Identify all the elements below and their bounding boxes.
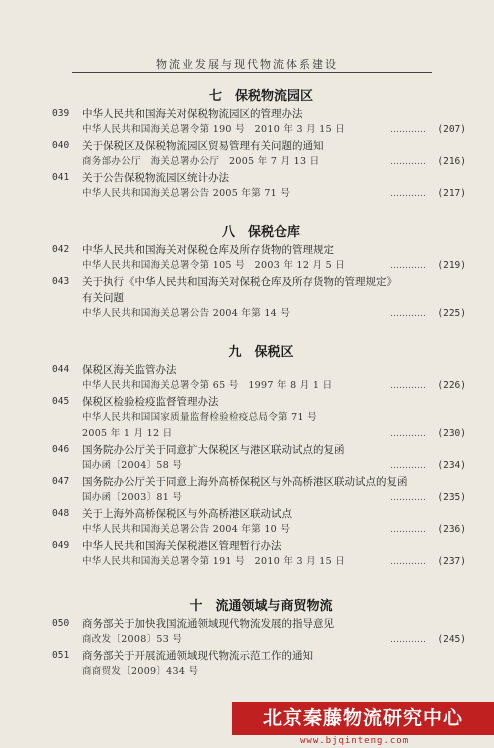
entry-title-line (52, 362, 462, 378)
entry-number: 049 (52, 540, 70, 551)
entry-number: 048 (52, 508, 70, 519)
entry-source: 商改发〔2008〕53 号 (82, 634, 183, 645)
entry-source-line (60, 122, 466, 138)
entry-source: 国办函〔2003〕81 号 (82, 492, 183, 503)
entry-title: 中华人民共和国海关对保税物流园区的管理办法 (82, 108, 303, 120)
entry-title: 关于执行《中华人民共和国海关对保税仓库及所存货物的管理规定》 (82, 276, 397, 288)
toc-entry (52, 538, 466, 570)
section-title: 十 流通领域与商贸物流 (189, 599, 333, 614)
page-number: (216) (437, 156, 466, 167)
section-title: 七 保税物流园区 (208, 89, 313, 104)
leader-dots: ………… (390, 309, 426, 319)
entry-number: 040 (52, 140, 70, 151)
entry-number: 043 (52, 276, 70, 287)
entry-title-line (52, 474, 462, 490)
entry-title: 国务院办公厅关于同意扩大保税区与港区联动试点的复函 (82, 444, 345, 456)
toc-entry (52, 506, 466, 538)
toc-entry (52, 242, 466, 274)
page-number: (226) (437, 380, 466, 391)
entry-title-line (52, 274, 462, 290)
page-number: (237) (437, 556, 466, 567)
page-number: (230) (437, 428, 466, 439)
entry-source: 中华人民共和国国家质量监督检验检疫总局令第 71 号 (82, 412, 317, 423)
entry-title: 商务部关于开展流通领域现代物流示范工作的通知 (82, 650, 313, 662)
leader-dots: ………… (390, 557, 426, 567)
leader-dots: ………… (390, 261, 426, 271)
leader-dots: ………… (390, 429, 426, 439)
toc-entry (52, 170, 466, 202)
entry-source-line (60, 490, 466, 506)
entry-title-line (52, 394, 462, 410)
entry-title-line (52, 106, 462, 122)
toc-entry (52, 394, 466, 442)
entry-title: 保税区海关监管办法 (82, 364, 177, 376)
entry-title: 关于公告保税物流园区统计办法 (82, 172, 229, 184)
entry-source-line (60, 632, 466, 648)
toc-entry (52, 106, 466, 138)
page-number: (225) (437, 308, 466, 319)
entry-number: 045 (52, 396, 70, 407)
entry-source-line (60, 186, 466, 202)
entry-source: 中华人民共和国海关总署公告 2004 年第 14 号 (82, 308, 291, 319)
leader-dots: ………… (390, 381, 426, 391)
entry-title-line (52, 616, 462, 632)
entry-source: 中华人民共和国海关总署令第 105 号 2003 年 12 月 5 日 (82, 260, 346, 271)
entry-source-line (60, 378, 466, 394)
entry-number: 041 (52, 172, 70, 183)
entry-source-line (60, 426, 466, 442)
watermark-url: www.bjqinteng.com (300, 736, 410, 746)
entry-number: 044 (52, 364, 70, 375)
entry-number: 051 (52, 650, 70, 661)
entry-title: 有关问题 (82, 292, 124, 304)
toc-entry (52, 274, 466, 322)
entry-source-line (60, 664, 462, 680)
entry-number: 046 (52, 444, 70, 455)
leader-dots: ………… (390, 525, 426, 535)
page-number: (219) (437, 260, 466, 271)
entry-source: 中华人民共和国海关总署令第 190 号 2010 年 3 月 15 日 (82, 124, 346, 135)
entry-number: 039 (52, 108, 70, 119)
page-number: (207) (437, 124, 466, 135)
leader-dots: ………… (390, 635, 426, 645)
watermark-banner: 北京秦藤物流研究中心 (232, 702, 494, 735)
toc-entry (52, 648, 462, 680)
leader-dots: ………… (390, 125, 426, 135)
entry-title: 关于上海外高桥保税区与外高桥港区联动试点 (82, 508, 292, 520)
page-number: (236) (437, 524, 466, 535)
entry-source: 2005 年 1 月 12 日 (82, 428, 173, 439)
entry-title: 国务院办公厅关于同意上海外高桥保税区与外高桥港区联动试点的复函 (82, 476, 408, 488)
entry-source-line (60, 306, 466, 322)
entry-title: 关于保税区及保税物流园区贸易管理有关问题的通知 (82, 140, 324, 152)
entry-number: 050 (52, 618, 70, 629)
entry-source-line (60, 522, 466, 538)
entry-title-line (52, 648, 462, 664)
entry-source: 商商贸发〔2009〕434 号 (82, 666, 199, 677)
entry-title: 中华人民共和国海关对保税仓库及所存货物的管理规定 (82, 244, 334, 256)
entry-title: 商务部关于加快我国流通领域现代物流发展的指导意见 (82, 618, 334, 630)
entry-source: 中华人民共和国海关总署令第 191 号 2010 年 3 月 15 日 (82, 556, 346, 567)
running-header: 物流业发展与现代物流体系建设 (156, 58, 338, 71)
entry-source: 中华人民共和国海关总署令第 65 号 1997 年 8 月 1 日 (82, 380, 333, 391)
entry-title: 保税区检验检疫监督管理办法 (82, 396, 219, 408)
leader-dots: ………… (390, 461, 426, 471)
page-number: (245) (437, 634, 466, 645)
entry-source-line (60, 154, 466, 170)
toc-entry (52, 442, 466, 474)
page-number: (217) (437, 188, 466, 199)
entry-source-line (60, 554, 466, 570)
header-rule (72, 72, 432, 73)
entry-source: 中华人民共和国海关总署公告 2004 年第 10 号 (82, 524, 291, 535)
section-title: 九 保税区 (228, 345, 294, 360)
entry-source: 商务部办公厅 海关总署办公厅 2005 年 7 月 13 日 (82, 156, 320, 167)
entry-title-line (52, 242, 462, 258)
entry-title-line (52, 442, 462, 458)
toc-entry (52, 616, 466, 648)
entry-title-line (52, 170, 462, 186)
toc-entry (52, 362, 466, 394)
leader-dots: ………… (390, 157, 426, 167)
page-number: (235) (437, 492, 466, 503)
entry-title-line (52, 506, 462, 522)
entry-source-line (60, 458, 466, 474)
entry-number: 042 (52, 244, 70, 255)
entry-title-line (52, 538, 462, 554)
toc-entry (52, 474, 466, 506)
toc-entry (52, 138, 466, 170)
leader-dots: ………… (390, 493, 426, 503)
section-title: 八 保税仓库 (221, 225, 300, 240)
entry-title: 中华人民共和国海关保税港区管理暂行办法 (82, 540, 282, 552)
table-of-contents (52, 84, 466, 680)
leader-dots: ………… (390, 189, 426, 199)
entry-source: 国办函〔2004〕58 号 (82, 460, 183, 471)
entry-source: 中华人民共和国海关总署公告 2005 年第 71 号 (82, 188, 291, 199)
entry-title-line (52, 138, 462, 154)
entry-source-line (60, 258, 466, 274)
entry-source-line (60, 410, 462, 426)
entry-title-line (60, 290, 462, 306)
page-number: (234) (437, 460, 466, 471)
entry-number: 047 (52, 476, 70, 487)
